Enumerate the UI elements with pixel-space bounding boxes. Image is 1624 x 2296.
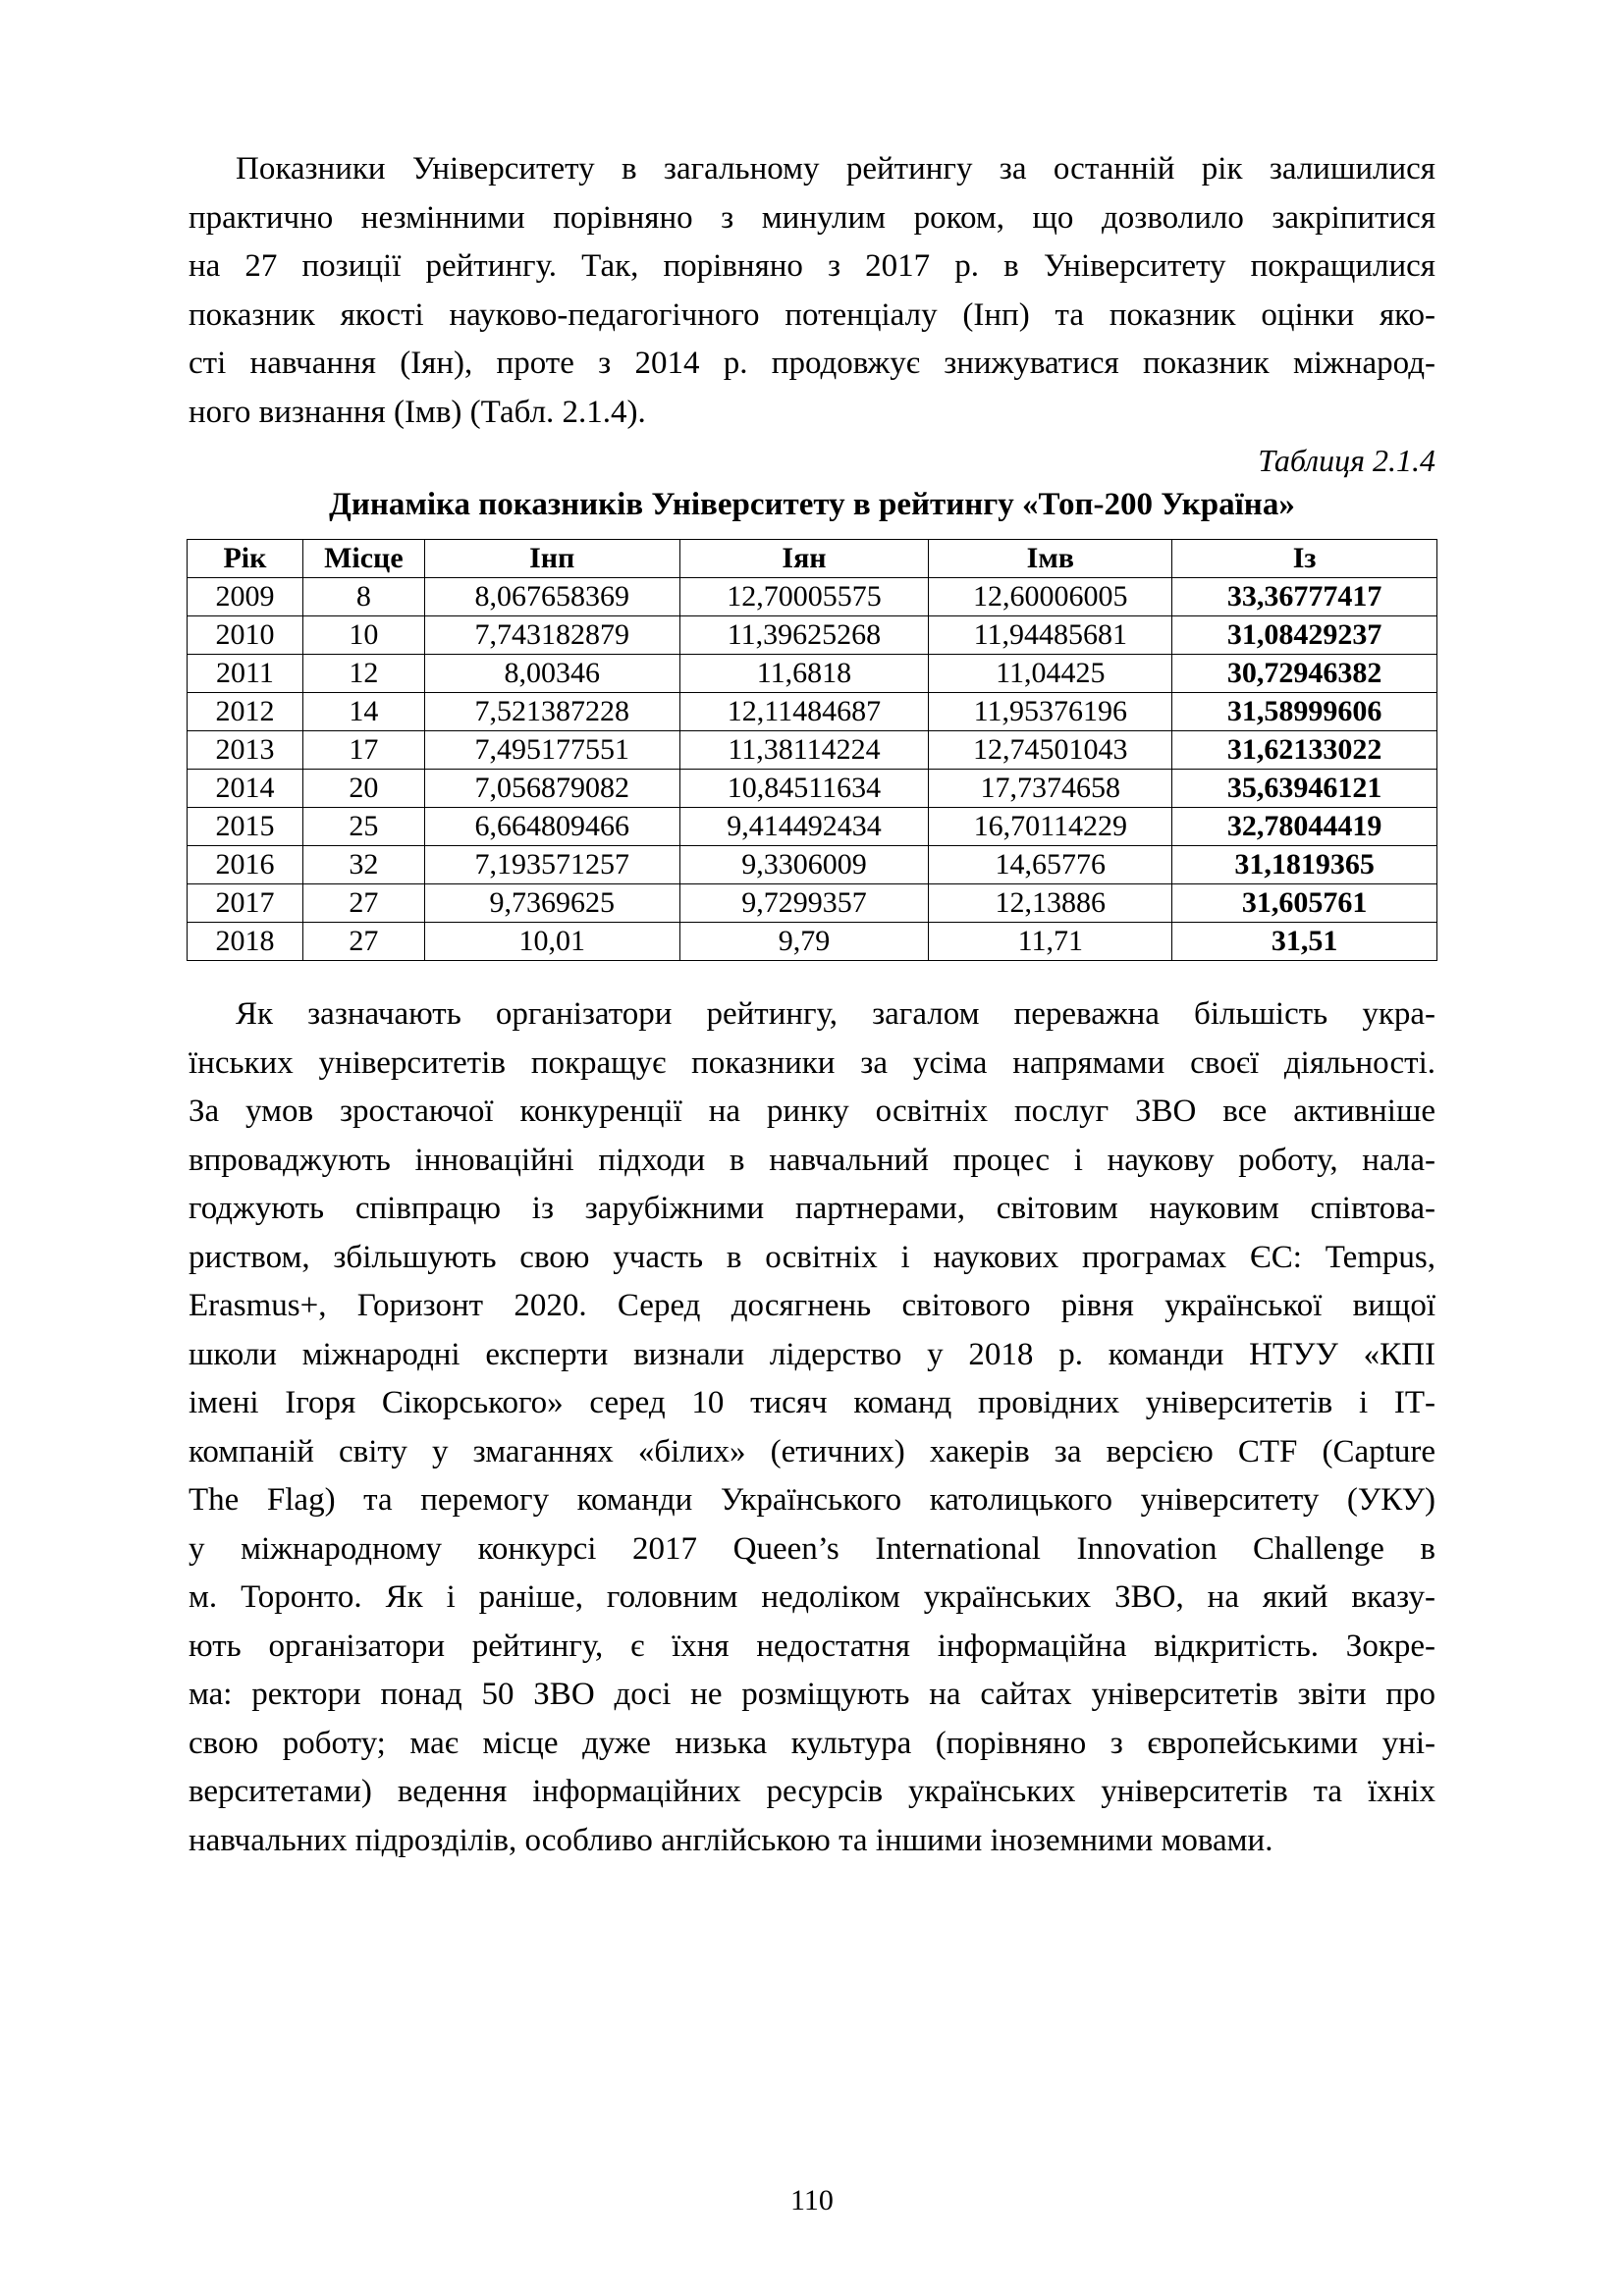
cell-iz: 31,1819365	[1172, 846, 1437, 884]
cell-inp: 7,743182879	[424, 616, 679, 655]
cell-iyan: 12,70005575	[679, 578, 929, 616]
cell-place: 10	[302, 616, 424, 655]
cell-imv: 11,71	[929, 923, 1172, 961]
header-inp: Інп	[424, 540, 679, 578]
cell-imv: 12,13886	[929, 884, 1172, 923]
cell-inp: 7,056879082	[424, 770, 679, 808]
text-line: годжують співпрацю із зарубіжними партнерами, світовим науковим співтова-	[189, 1191, 1435, 1226]
cell-iyan: 9,7299357	[679, 884, 929, 923]
table-row	[188, 655, 1437, 693]
page-content	[189, 145, 1435, 1865]
cell-imv: 11,95376196	[929, 693, 1172, 731]
table-row	[188, 578, 1437, 616]
table-title: Динаміка показників Університету в рейтингу «Топ-200 Україна»	[329, 487, 1295, 522]
text-line: навчальних підрозділів, особливо англійською та іншими іноземними мовами.	[189, 1822, 1273, 1858]
cell-inp: 6,664809466	[424, 808, 679, 846]
cell-iyan: 9,414492434	[679, 808, 929, 846]
text-line: у міжнародному конкурсі 2017 Queen’s International Innovation Challenge в	[189, 1530, 1435, 1567]
cell-imv: 12,60006005	[929, 578, 1172, 616]
cell-place: 32	[302, 846, 424, 884]
cell-iyan: 11,38114224	[679, 731, 929, 770]
text-line: сті навчання (Іян), проте з 2014 р. продовжує знижуватися показник міжнарод-	[189, 346, 1435, 381]
text-line: їнських університетів покращує показники за усіма напрямами своєї діяльності.	[189, 1044, 1435, 1081]
cell-iz: 31,62133022	[1172, 731, 1437, 770]
page-number: 110	[790, 2184, 834, 2216]
text-line: практично незмінними порівняно з минулим роком, що дозволило закріпитися	[189, 199, 1435, 236]
cell-imv: 16,70114229	[929, 808, 1172, 846]
cell-imv: 11,94485681	[929, 616, 1172, 655]
cell-iz: 31,51	[1172, 923, 1437, 961]
cell-year: 2014	[188, 770, 303, 808]
cell-year: 2011	[188, 655, 303, 693]
header-place: Місце	[302, 540, 424, 578]
cell-iyan: 11,39625268	[679, 616, 929, 655]
cell-iyan: 9,79	[679, 923, 929, 961]
header-iyan: Іян	[679, 540, 929, 578]
cell-imv: 12,74501043	[929, 731, 1172, 770]
paragraph-2	[189, 990, 1435, 1865]
cell-year: 2015	[188, 808, 303, 846]
cell-imv: 14,65776	[929, 846, 1172, 884]
text-line: ного визнання (Імв) (Табл. 2.1.4).	[189, 394, 646, 430]
text-line: імені Ігоря Сікорського» серед 10 тисяч команд провідних університетів і ІТ-	[189, 1385, 1435, 1420]
table-header-row	[188, 540, 1437, 578]
header-year: Рік	[188, 540, 303, 578]
cell-imv: 17,7374658	[929, 770, 1172, 808]
cell-place: 17	[302, 731, 424, 770]
cell-place: 25	[302, 808, 424, 846]
table-label: Таблиця 2.1.4	[1258, 443, 1435, 478]
cell-place: 27	[302, 884, 424, 923]
header-iz: Із	[1172, 540, 1437, 578]
text-line: м. Торонто. Як і раніше, головним недоліком українських ЗВО, на який вказу-	[189, 1579, 1435, 1615]
cell-iyan: 9,3306009	[679, 846, 929, 884]
cell-year: 2016	[188, 846, 303, 884]
cell-iz: 33,36777417	[1172, 578, 1437, 616]
text-line: The Flag) та перемогу команди Українського католицького університету (УКУ)	[189, 1482, 1435, 1518]
cell-year: 2018	[188, 923, 303, 961]
table-row	[188, 731, 1437, 770]
text-line: За умов зростаючої конкуренції на ринку освітніх послуг ЗВО все активніше	[189, 1094, 1435, 1129]
text-line: показник якості науково-педагогічного потенціалу (Інп) та показник оцінки яко-	[189, 296, 1435, 333]
cell-place: 14	[302, 693, 424, 731]
table-row	[188, 616, 1437, 655]
cell-inp: 8,067658369	[424, 578, 679, 616]
paragraph-1	[189, 145, 1435, 437]
header-imv: Імв	[929, 540, 1172, 578]
cell-iyan: 11,6818	[679, 655, 929, 693]
table-row	[188, 808, 1437, 846]
cell-year: 2009	[188, 578, 303, 616]
text-line: ють організатори рейтингу, є їхня недостатня інформаційна відкритість. Зокре-	[189, 1628, 1435, 1664]
cell-year: 2010	[188, 616, 303, 655]
table-row	[188, 884, 1437, 923]
cell-place: 20	[302, 770, 424, 808]
table-row	[188, 923, 1437, 961]
text-line: Erasmus+, Горизонт 2020. Серед досягнень світового рівня української вищої	[189, 1288, 1435, 1323]
text-line: компаній світу у змаганнях «білих» (етичних) хакерів за версією CTF (Capture	[189, 1433, 1435, 1469]
cell-inp: 7,193571257	[424, 846, 679, 884]
text-line: впроваджують інноваційні підходи в навчальний процес і наукову роботу, нала-	[189, 1142, 1435, 1178]
text-line: верситетами) ведення інформаційних ресурсів українських університетів та їхніх	[189, 1774, 1435, 1809]
cell-iz: 35,63946121	[1172, 770, 1437, 808]
table-row	[188, 693, 1437, 731]
cell-place: 27	[302, 923, 424, 961]
cell-inp: 10,01	[424, 923, 679, 961]
cell-iz: 31,08429237	[1172, 616, 1437, 655]
cell-iyan: 10,84511634	[679, 770, 929, 808]
cell-place: 8	[302, 578, 424, 616]
cell-inp: 7,495177551	[424, 731, 679, 770]
cell-year: 2017	[188, 884, 303, 923]
text-line: школи міжнародні експерти визнали лідерство у 2018 р. команди НТУУ «КПІ	[189, 1336, 1435, 1372]
cell-place: 12	[302, 655, 424, 693]
table-row	[188, 846, 1437, 884]
text-line: риством, збільшують свою участь в освітніх і наукових програмах ЄС: Tempus,	[189, 1239, 1435, 1275]
cell-inp: 9,7369625	[424, 884, 679, 923]
cell-year: 2013	[188, 731, 303, 770]
text-line: ма: ректори понад 50 ЗВО досі не розміщують на сайтах університетів звіти про	[189, 1677, 1435, 1712]
cell-inp: 7,521387228	[424, 693, 679, 731]
cell-iz: 31,58999606	[1172, 693, 1437, 731]
cell-iz: 30,72946382	[1172, 655, 1437, 693]
table-row	[188, 770, 1437, 808]
ranking-table	[187, 539, 1437, 961]
text-line: Як зазначають організатори рейтингу, загалом переважна більшість укра-	[236, 996, 1435, 1032]
cell-imv: 11,04425	[929, 655, 1172, 693]
text-line: Показники Університету в загальному рейтингу за останній рік залишилися	[236, 151, 1435, 187]
cell-iyan: 12,11484687	[679, 693, 929, 731]
cell-year: 2012	[188, 693, 303, 731]
cell-inp: 8,00346	[424, 655, 679, 693]
cell-iz: 32,78044419	[1172, 808, 1437, 846]
text-line: свою роботу; має місце дуже низька культура (порівняно з європейськими уні-	[189, 1725, 1435, 1761]
cell-iz: 31,605761	[1172, 884, 1437, 923]
text-line: на 27 позиції рейтингу. Так, порівняно з 2017 р. в Університету покращилися	[189, 248, 1435, 284]
